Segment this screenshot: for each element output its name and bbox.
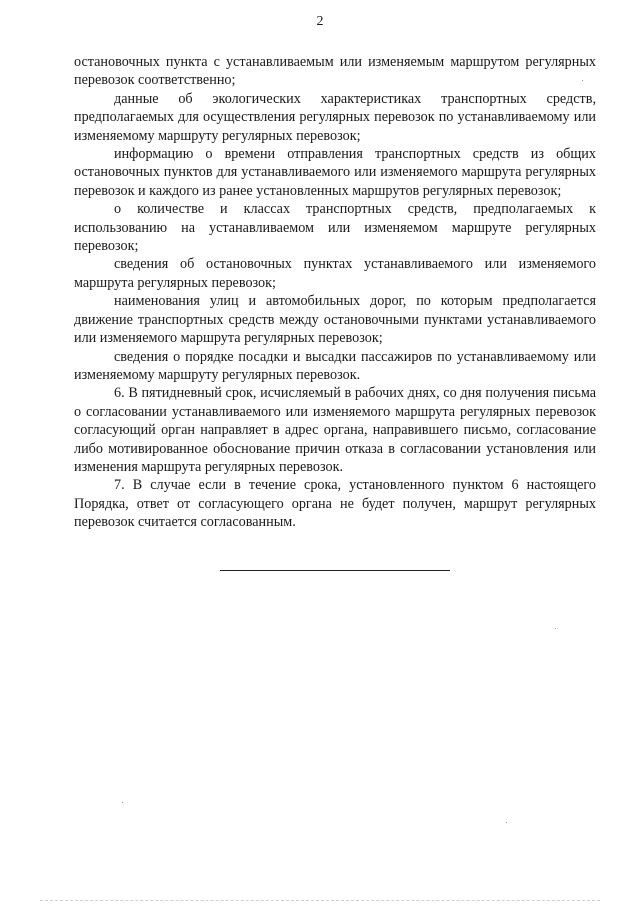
scan-speck: [582, 80, 583, 81]
paragraph-2: данные об экологических характеристиках транспортных средств, предполагаемых для осуществления регулярных перевозок по устанавливаемому или изменяемому маршруту регулярных перевозок;: [74, 90, 596, 144]
scan-bottom-edge: [40, 900, 600, 901]
scan-speck: [506, 822, 507, 823]
paragraph-9-clause-7: 7. В случае если в течение срока, установленного пунктом 6 настоящего Порядка, ответ от согласующего органа не будет получен, маршрут регулярных перевозок считается согласованным.: [74, 477, 596, 531]
paragraph-3: информацию о времени отправления транспортных средств из общих остановочных пунктов для устанавливаемого или изменяемого маршрута регулярных перевозок и каждого из ранее установленных маршрутов регулярных перевозок;: [74, 146, 596, 199]
document-body: [74, 53, 596, 532]
paragraph-7: сведения о порядке посадки и высадки пассажиров по устанавливаемому или изменяемому маршруту регулярных перевозок.: [74, 348, 596, 383]
paragraph-5: сведения об остановочных пунктах устанавливаемого или изменяемого маршрута регулярных перевозок;: [74, 256, 596, 291]
scan-speck: [122, 802, 123, 803]
scan-speck: [555, 628, 556, 629]
page-number: 2: [316, 14, 324, 29]
paragraph-4: о количестве и классах транспортных средств, предполагаемых к использованию на устанавливаемом или изменяемом маршруте регулярных перевозок;: [74, 201, 596, 255]
paragraph-6: наименования улиц и автомобильных дорог, по которым предполагается движение транспортных средств между остановочными пунктами устанавливаемого или изменяемого маршрута регулярных перевозок;: [74, 293, 596, 347]
end-separator-line: [220, 570, 450, 571]
paragraph-1: остановочных пункта с устанавливаемым или изменяемым маршрутом регулярных перевозок соответственно;: [74, 54, 596, 89]
paragraph-8-clause-6: 6. В пятидневный срок, исчисляемый в рабочих днях, со дня получения письма о согласовании устанавливаемого или изменяемого маршрута регулярных перевозок согласующий орган направляет в адрес органа, направившего письмо, согласование либо мотивированное обоснование причин отказа в согласовании установления или изменения маршрута регулярных перевозок.: [74, 385, 596, 475]
